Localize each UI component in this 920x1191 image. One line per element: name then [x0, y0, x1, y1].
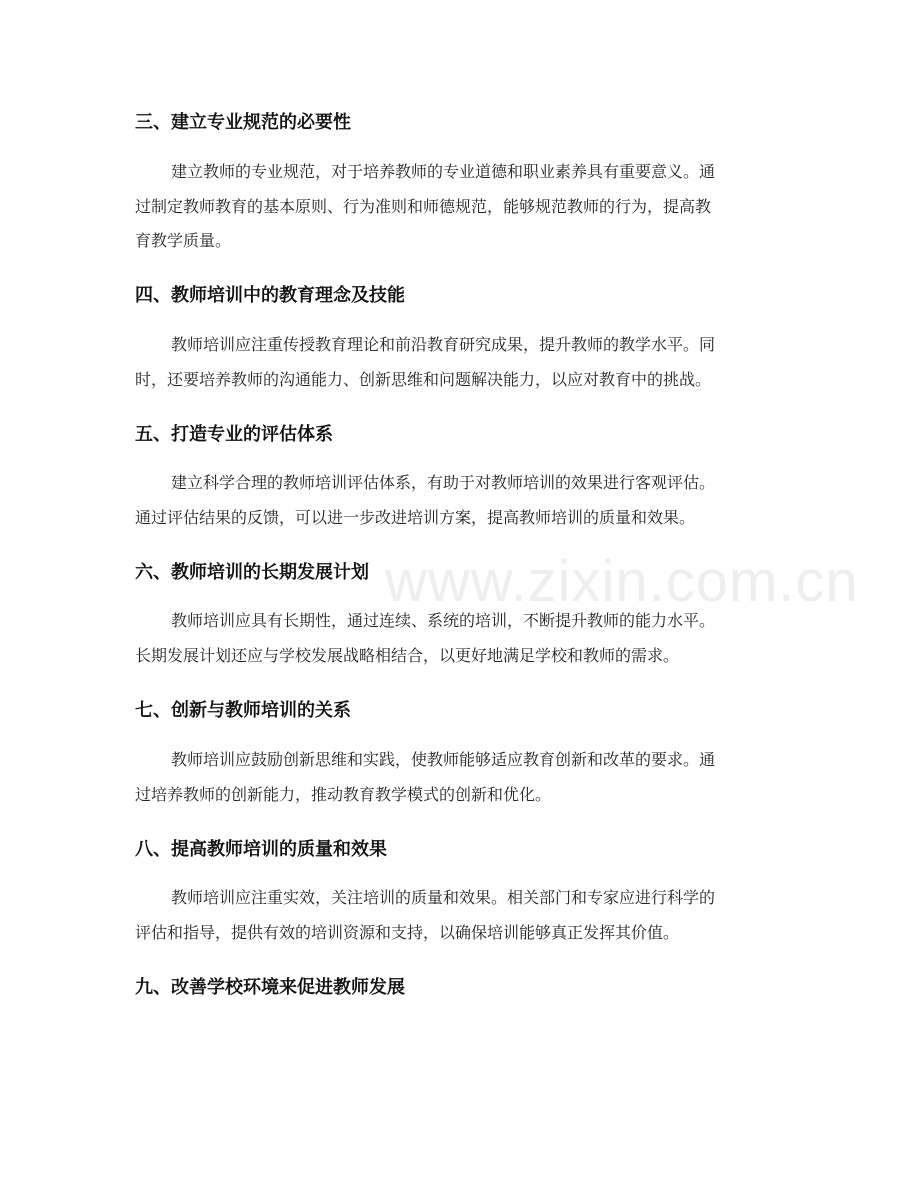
- section-paragraph: [135, 328, 785, 397]
- section-heading: 四、教师培训中的教育理念及技能: [135, 285, 405, 306]
- section-paragraph: [135, 466, 785, 535]
- section-heading: 七、创新与教师培训的关系: [135, 700, 351, 721]
- section-heading: 八、提高教师培训的质量和效果: [135, 839, 387, 860]
- section-heading: 五、打造专业的评估体系: [135, 424, 333, 445]
- paragraph-line: 时，还要培养教师的沟通能力、创新思维和问题解决能力，以应对教育中的挑战。: [135, 369, 712, 389]
- section-heading: 六、教师培训的长期发展计划: [135, 562, 369, 583]
- section-paragraph: [135, 743, 785, 812]
- section-heading: 三、建立专业规范的必要性: [135, 112, 351, 133]
- paragraph-line: 育教学质量。: [135, 231, 232, 250]
- paragraph-line: 过制定教师教育的基本原则、行为准则和师德规范，能够规范教师的行为，提高教: [135, 196, 712, 216]
- paragraph-line: 通过评估结果的反馈，可以进一步改进培训方案，提高教师培训的质量和效果。: [135, 507, 696, 527]
- section-heading: 九、改善学校环境来促进教师发展: [135, 977, 405, 998]
- paragraph-line: 教师培训应注重实效，关注培训的质量和效果。相关部门和专家应进行科学的: [171, 888, 716, 907]
- paragraph-line: 教师培训应鼓励创新思维和实践，使教师能够适应教育创新和改革的要求。通: [171, 750, 716, 769]
- paragraph-line: 过培养教师的创新能力，推动教育教学模式的创新和优化。: [135, 784, 552, 804]
- paragraph-line: 教师培训应具有长期性，通过连续、系统的培训，不断提升教师的能力水平。: [171, 611, 716, 630]
- paragraph-line: 评估和指导，提供有效的培训资源和支持，以确保培训能够真正发挥其价值。: [135, 922, 680, 942]
- paragraph-line: 教师培训应注重传授教育理论和前沿教育研究成果，提升教师的教学水平。同: [171, 335, 716, 354]
- paragraph-line: 长期发展计划还应与学校发展战略相结合，以更好地满足学校和教师的需求。: [135, 645, 680, 665]
- section-paragraph: [135, 604, 785, 673]
- section-paragraph: [135, 881, 785, 950]
- watermark: www.zixin.com.cn: [385, 549, 859, 614]
- paragraph-line: 建立教师的专业规范，对于培养教师的专业道德和职业素养具有重要意义。通: [171, 162, 716, 181]
- paragraph-line: 建立科学合理的教师培训评估体系，有助于对教师培训的效果进行客观评估。: [171, 473, 716, 492]
- section-paragraph: [135, 155, 785, 259]
